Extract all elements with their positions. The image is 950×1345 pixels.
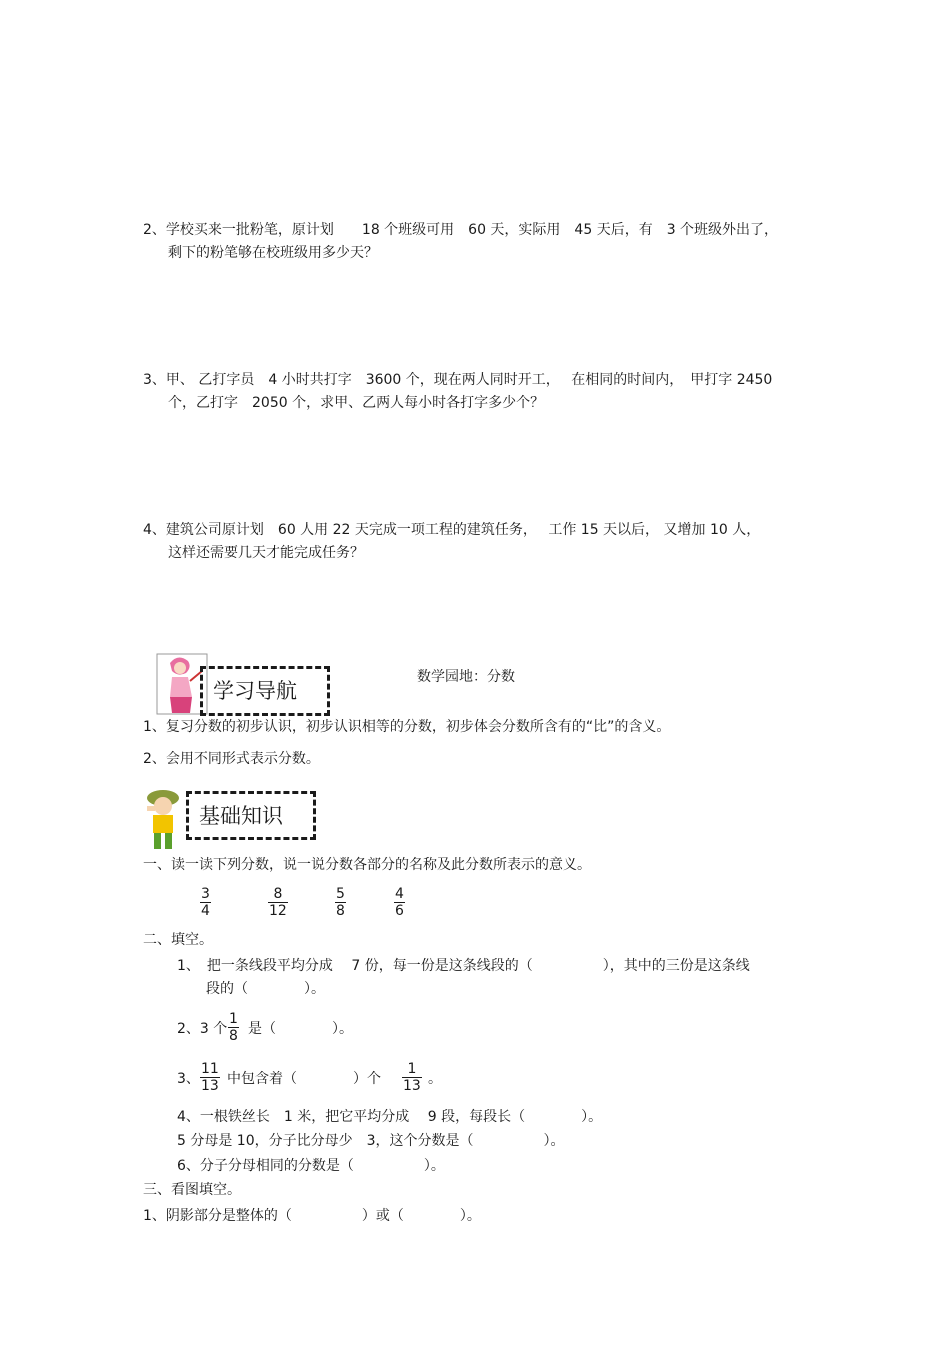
part2-q3-fraction-2-denominator: 13: [403, 1078, 421, 1094]
part2-q3-fraction-1: [200, 1061, 220, 1094]
part2-q6: 6、分子分母相同的分数是（ ）。: [177, 1158, 445, 1174]
fraction-4: [394, 886, 405, 919]
part2-heading: 二、填空。: [143, 932, 213, 948]
part2-q3-middle: 中包含着（ ）个: [227, 1071, 381, 1087]
fraction-4-denominator: 6: [395, 903, 404, 919]
part2-q5: 5 分母是 10，分子比分母少 3，这个分数是（ ）。: [177, 1133, 565, 1149]
part2-q2-prefix: 2、3 个: [177, 1021, 228, 1037]
part2-q1-line-1: 1、 把一条线段平均分成 7 份，每一份是这条线段的（ ），其中的三份是这条线: [177, 958, 750, 974]
goal-2: 2、会用不同形式表示分数。: [143, 751, 320, 767]
fraction-1-denominator: 4: [201, 903, 210, 919]
boy-illustration-icon: [143, 788, 185, 852]
basic-knowledge-label: 基础知识: [199, 804, 283, 828]
fraction-2-denominator: 12: [269, 903, 287, 919]
problem-2-line-1: 2、学校买来一批粉笔，原计划 18 个班级可用 60 天，实际用 45 天后，有 3 个班级外出了，: [143, 222, 779, 238]
fraction-3: [335, 886, 346, 919]
part2-q2-numerator: 1: [229, 1011, 238, 1027]
problem-4-line-1: 4、建筑公司原计划 60 人用 22 天完成一项工程的建筑任务， 工作 15 天以后， 又增加 10 人，: [143, 522, 761, 538]
part2-q3-suffix: 。: [428, 1071, 442, 1087]
part2-q3-fraction-2-numerator: 1: [407, 1061, 417, 1077]
goal-1: 1、复习分数的初步认识，初步认识相等的分数，初步体会分数所含有的“比”的含义。: [143, 719, 671, 735]
fraction-1-numerator: 3: [201, 886, 210, 902]
part2-q2-denominator: 8: [229, 1028, 238, 1044]
part1-heading: 一、读一读下列分数，说一说分数各部分的名称及此分数所表示的意义。: [143, 857, 591, 873]
fraction-3-numerator: 5: [336, 886, 345, 902]
problem-3-line-2: 个，乙打字 2050 个，求甲、乙两人每小时各打字多少个？: [168, 395, 545, 411]
part2-q3-prefix: 3、: [177, 1071, 200, 1087]
part2-q1-line-2: 段的（ ）。: [206, 981, 325, 997]
part2-q3-fraction-2: [402, 1061, 422, 1094]
part2-q2-fraction: [228, 1011, 239, 1044]
problem-2-line-2: 剩下的粉笔够在校班级用多少天？: [168, 245, 378, 261]
part3-q1: 1、阴影部分是整体的（ ）或（ ）。: [143, 1208, 481, 1224]
fraction-4-numerator: 4: [395, 886, 404, 902]
part2-q4: 4、一根铁丝长 1 米，把它平均分成 9 段，每段长（ ）。: [177, 1109, 603, 1125]
part3-heading: 三、看图填空。: [143, 1182, 241, 1198]
fraction-3-denominator: 8: [336, 903, 345, 919]
problem-3-line-1: 3、甲、 乙打字员 4 小时共打字 3600 个，现在两人同时开工， 在相同的时间内， 甲打字 2450: [143, 372, 773, 388]
fraction-2: [268, 886, 288, 919]
part2-q2-suffix: 是（ ）。: [248, 1021, 353, 1037]
fraction-1: [200, 886, 211, 919]
study-guide-box: [200, 666, 330, 716]
basic-knowledge-box: [186, 791, 316, 840]
fraction-2-numerator: 8: [273, 886, 283, 902]
part2-q3-fraction-1-numerator: 11: [201, 1061, 219, 1077]
part2-q3-fraction-1-denominator: 13: [201, 1078, 219, 1094]
problem-4-line-2: 这样还需要几天才能完成任务？: [168, 545, 364, 561]
study-guide-label: 学习导航: [213, 679, 297, 703]
section-title: 数学园地：分数: [417, 669, 515, 685]
